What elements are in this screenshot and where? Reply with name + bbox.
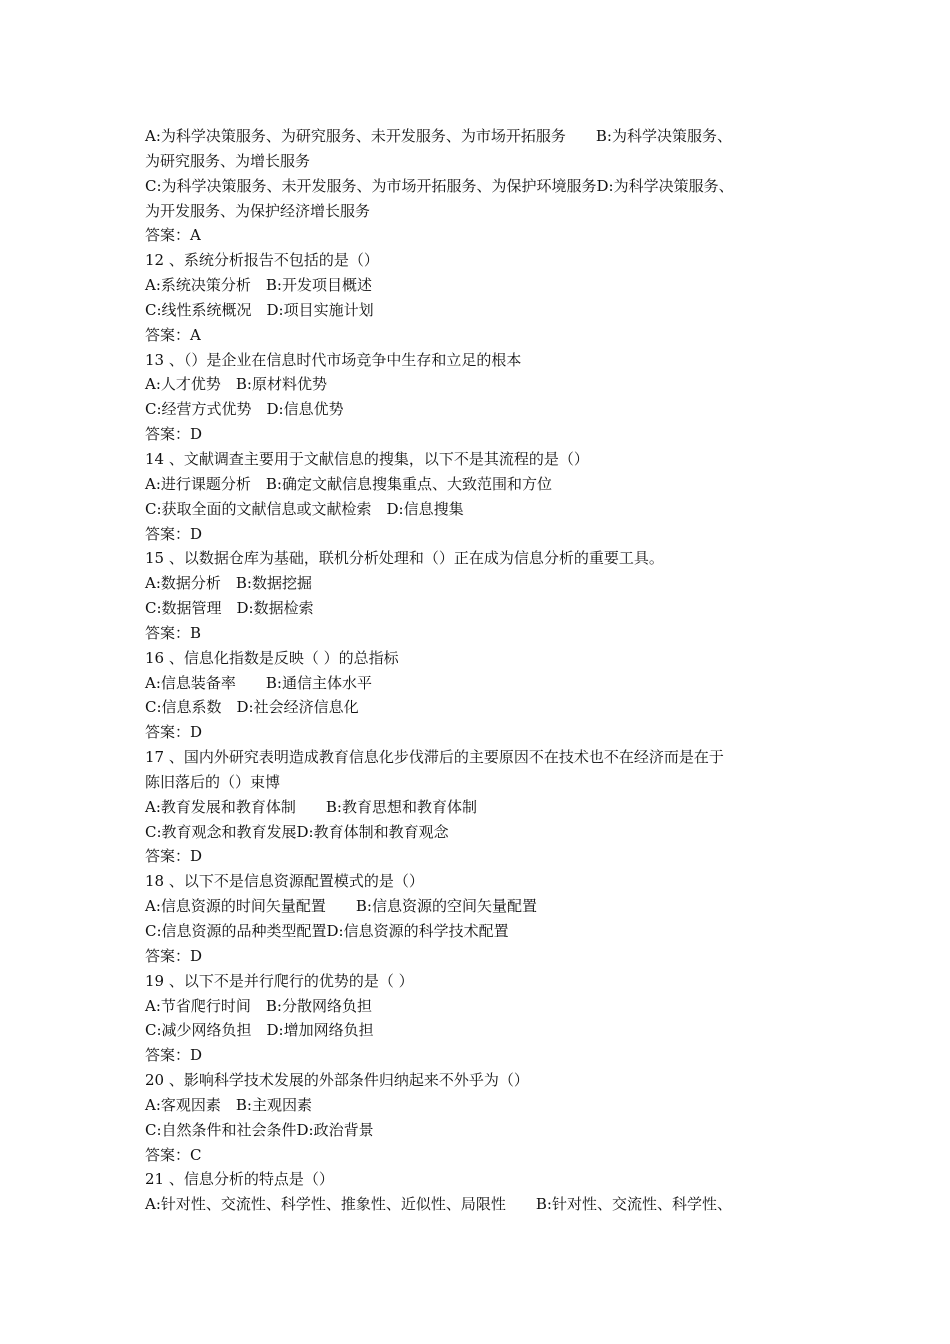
option-line: C:自然条件和社会条件D:政治背景 bbox=[145, 1120, 374, 1139]
answer-line: 答案：A bbox=[145, 325, 201, 344]
answer-line: 答案：D bbox=[145, 946, 203, 965]
option-line: A:系统决策分析 B:开发项目概述 bbox=[145, 276, 372, 295]
option-line: A:进行课题分析 B:确定文献信息搜集重点、大致范围和方位 bbox=[145, 474, 552, 493]
question-line: 18 、以下不是信息资源配置模式的是（） bbox=[145, 872, 424, 891]
option-line: C:经营方式优势 D:信息优势 bbox=[145, 400, 344, 419]
text-line: C:为科学决策服务、未开发服务、为市场开拓服务、为保护环境服务D:为科学决策服务、 bbox=[145, 176, 734, 195]
answer-line: 答案：D bbox=[145, 524, 203, 543]
document-body bbox=[145, 124, 810, 1217]
text-line: A:为科学决策服务、为研究服务、未开发服务、为市场开拓服务 B:为科学决策服务、 bbox=[145, 127, 732, 145]
question-line: 14 、文献调查主要用于文献信息的搜集，以下不是其流程的是（） bbox=[145, 449, 589, 468]
option-line: C:信息系数 D:社会经济信息化 bbox=[145, 698, 359, 717]
option-line: C:减少网络负担 D:增加网络负担 bbox=[145, 1021, 374, 1040]
question-line: 13 、（）是企业在信息时代市场竞争中生存和立足的根本 bbox=[145, 350, 522, 369]
question-line: 19 、以下不是并行爬行的优势的是（ ） bbox=[145, 971, 414, 990]
option-line: A:信息资源的时间矢量配置 B:信息资源的空间矢量配置 bbox=[145, 897, 537, 916]
answer-line: 答案：B bbox=[145, 623, 202, 642]
option-line: A:教育发展和教育体制 B:教育思想和教育体制 bbox=[145, 797, 477, 816]
text-line: 为开发服务、为保护经济增长服务 bbox=[145, 201, 371, 220]
option-line: C:教育观念和教育发展D:教育体制和教育观念 bbox=[145, 822, 449, 841]
option-line: A:客观因素 B:主观因素 bbox=[145, 1095, 312, 1114]
option-line: A:节省爬行时间 B:分散网络负担 bbox=[145, 996, 372, 1015]
question-line: 17 、国内外研究表明造成教育信息化步伐滞后的主要原因不在技术也不在经济而是在于 bbox=[145, 748, 724, 767]
question-line: 20 、影响科学技术发展的外部条件归纳起来不外乎为（） bbox=[145, 1071, 529, 1090]
option-line: A:数据分析 B:数据挖掘 bbox=[145, 574, 312, 593]
option-line: C:信息资源的品种类型配置D:信息资源的科学技术配置 bbox=[145, 922, 509, 940]
option-line: A:人才优势 B:原材料优势 bbox=[145, 375, 327, 394]
answer-line: 答案：D bbox=[145, 847, 203, 866]
question-line: 21 、信息分析的特点是（） bbox=[145, 1170, 334, 1189]
option-line: A:信息装备率 B:通信主体水平 bbox=[145, 673, 372, 692]
option-line: A:针对性、交流性、科学性、推象性、近似性、局限性 B:针对性、交流性、科学性、 bbox=[145, 1195, 732, 1214]
option-line: C:数据管理 D:数据检索 bbox=[145, 599, 314, 618]
question-line: 16 、信息化指数是反映（ ）的总指标 bbox=[145, 648, 399, 667]
answer-line: 答案：D bbox=[145, 1046, 203, 1065]
text-line: 为研究服务、为增长服务 bbox=[145, 151, 311, 170]
answer-line: 答案：D bbox=[145, 425, 203, 444]
question-line: 15 、以数据仓库为基础，联机分析处理和（）正在成为信息分析的重要工具。 bbox=[145, 549, 664, 568]
answer-line: 答案：A bbox=[145, 226, 201, 245]
option-line: C:线性系统概况 D:项目实施计划 bbox=[145, 300, 374, 319]
question-line: 12 、系统分析报告不包括的是（） bbox=[145, 251, 379, 270]
question-line: 陈旧落后的（）束博 bbox=[145, 772, 281, 791]
answer-line: 答案：D bbox=[145, 723, 203, 742]
answer-line: 答案：C bbox=[145, 1145, 202, 1164]
option-line: C:获取全面的文献信息或文献检索 D:信息搜集 bbox=[145, 499, 464, 518]
